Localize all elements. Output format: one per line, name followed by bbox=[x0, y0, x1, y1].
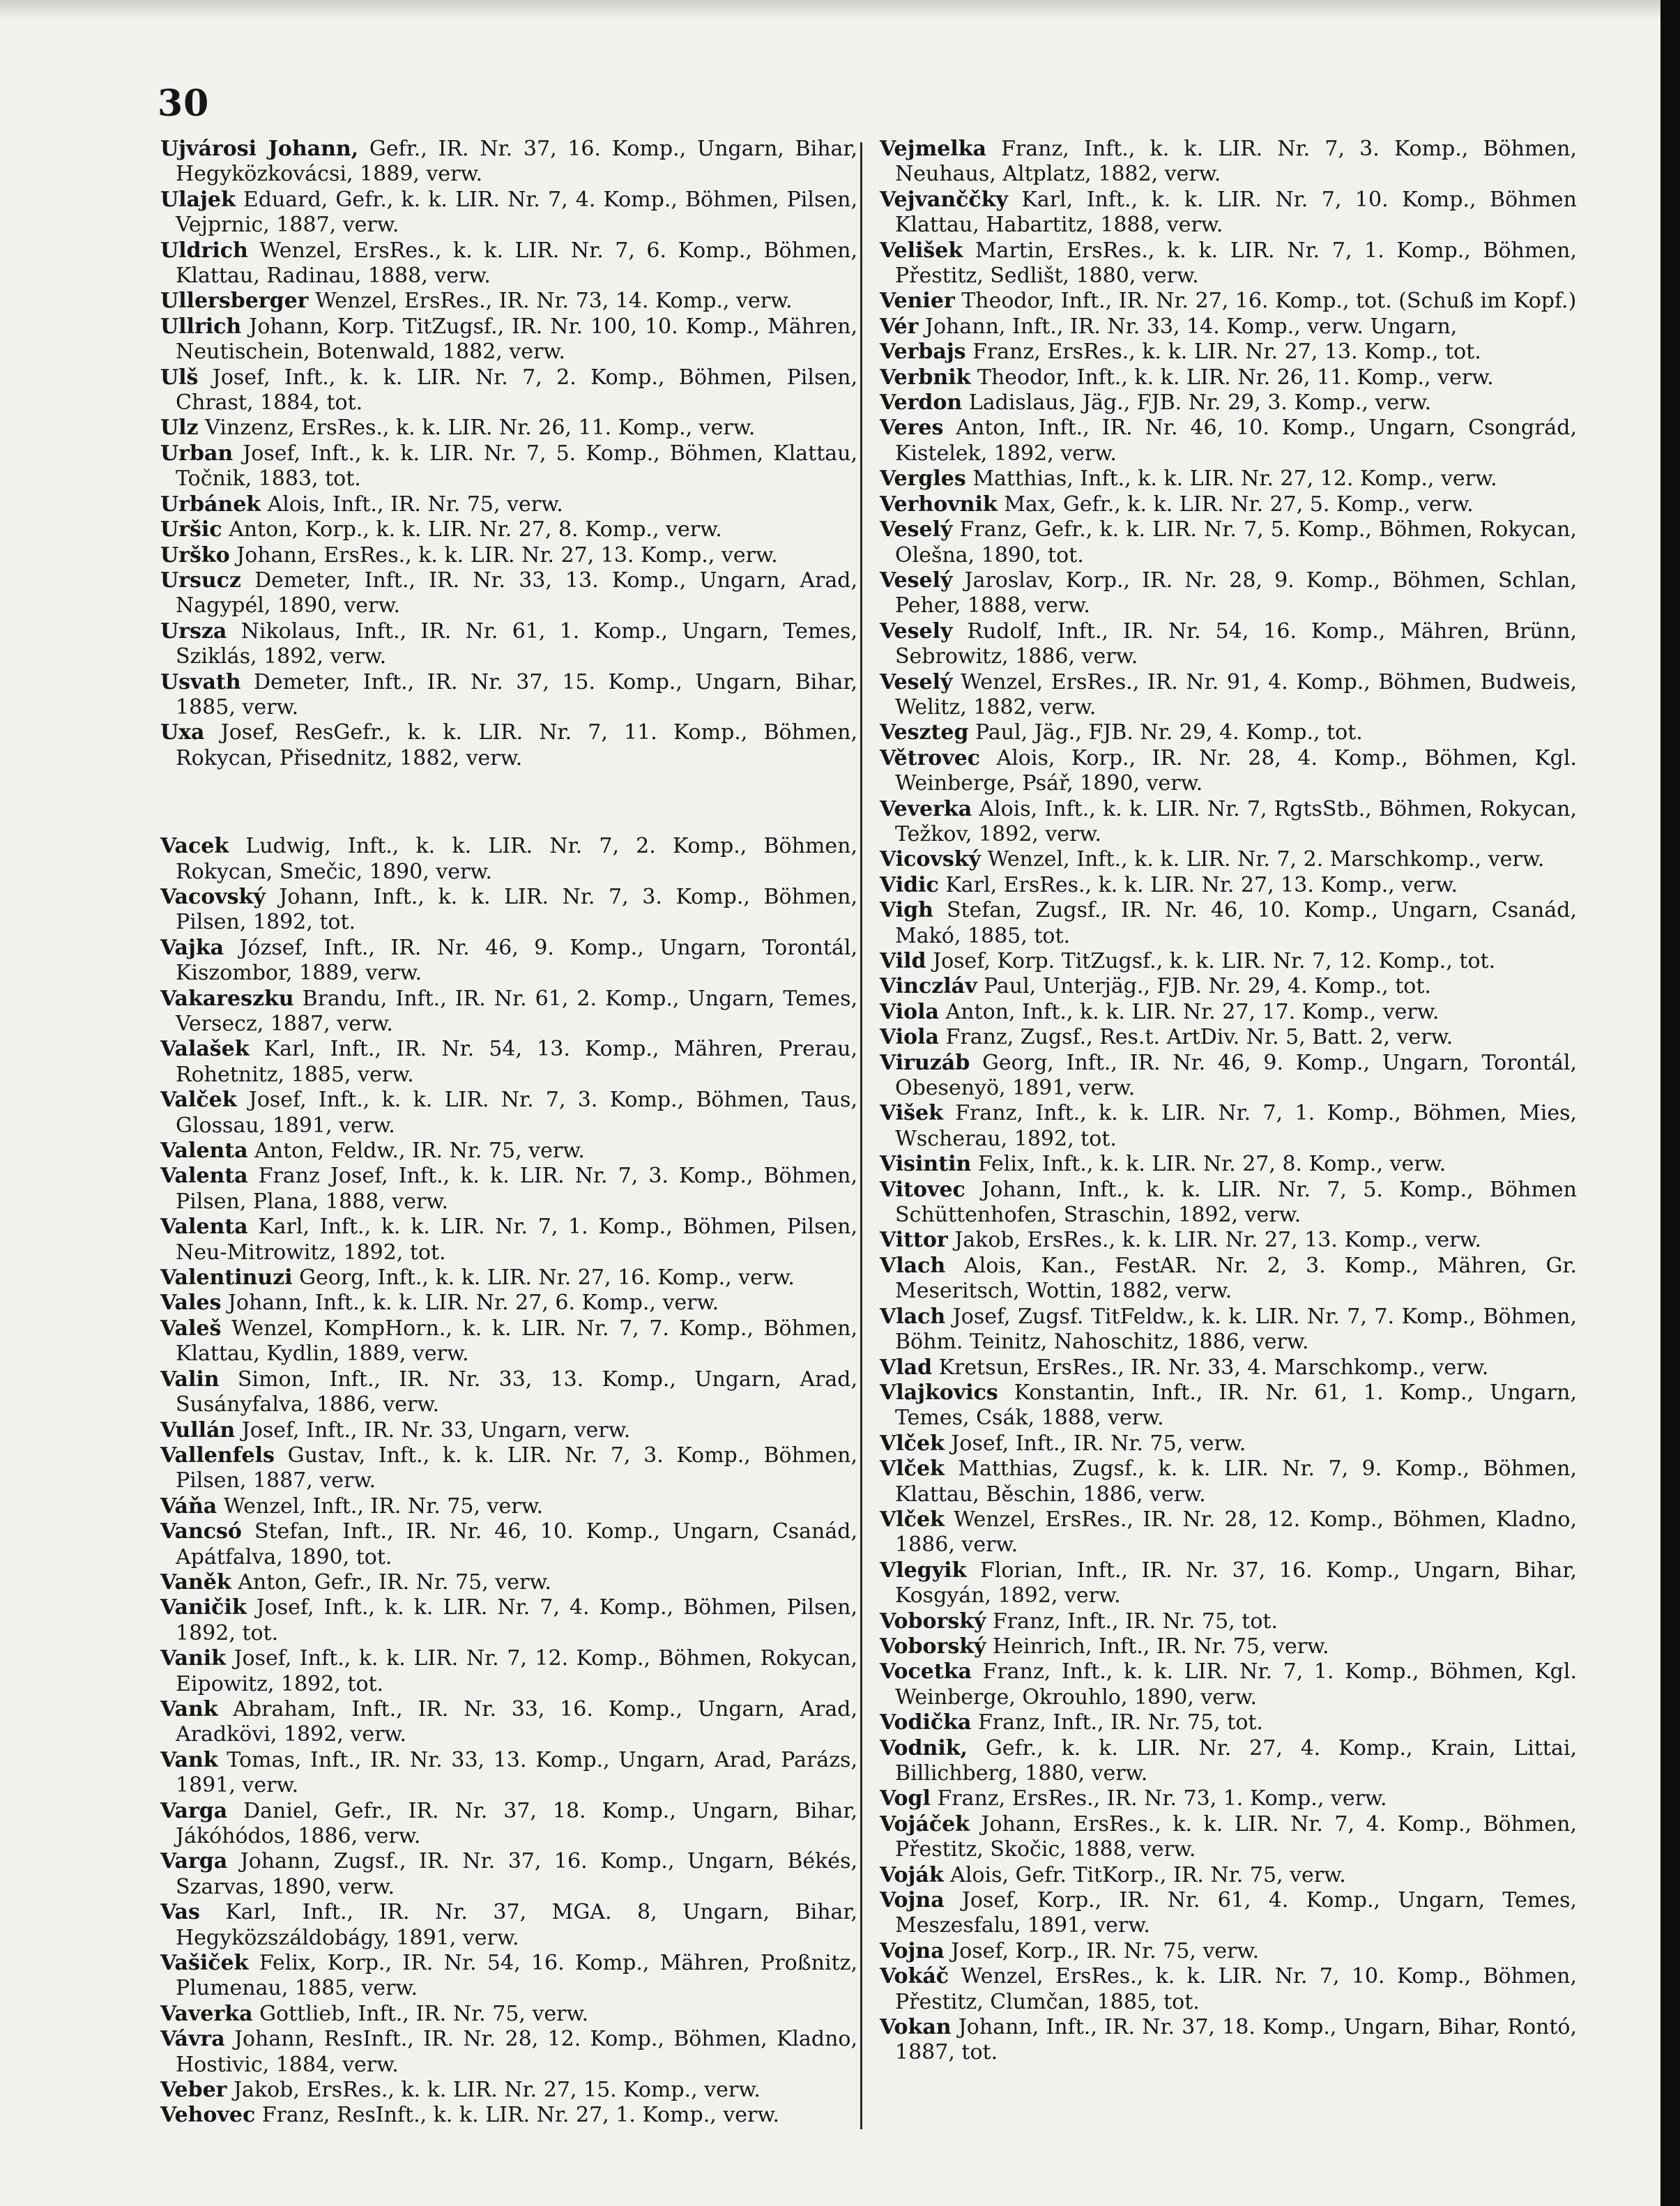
register-entry bbox=[160, 1748, 857, 1799]
entry-details: Brandu, Inft., IR. Nr. 61, 2. Komp., Ungarn, Temes, Versecz, 1887, verw. bbox=[176, 986, 857, 1036]
entry-details: Franz, Inft., IR. Nr. 75, tot. bbox=[977, 1710, 1263, 1735]
entry-details: Johann, Zugsf., IR. Nr. 37, 16. Komp., Ungarn, Békés, Szarvas, 1890, verw. bbox=[176, 1849, 857, 1899]
entry-details: Josef, Inft., k. k. LIR. Nr. 7, 5. Komp., Böhmen, Klattau, Točnik, 1883, tot. bbox=[176, 441, 857, 492]
entry-details: Theodor, Inft., k. k. LIR. Nr. 26, 11. Komp., verw. bbox=[977, 365, 1494, 390]
entry-surname: Usvath bbox=[160, 669, 241, 694]
entry-surname: Urbánek bbox=[160, 492, 261, 517]
register-entry bbox=[880, 720, 1577, 745]
register-entry bbox=[880, 1863, 1577, 1888]
register-entry bbox=[160, 2103, 857, 2128]
entry-details: Gefr., IR. Nr. 37, 16. Komp., Ungarn, Bihar, Hegyközkovácsi, 1889, verw. bbox=[176, 137, 857, 187]
entry-details: Franz, Zugsf., Res.t. ArtDiv. Nr. 5, Batt. 2, verw. bbox=[945, 1025, 1453, 1050]
entry-surname: Vokan bbox=[880, 2015, 952, 2040]
register-entry bbox=[880, 238, 1577, 289]
entry-surname: Vogl bbox=[880, 1786, 931, 1811]
entry-surname: Vlach bbox=[880, 1304, 946, 1329]
entry-details: Simon, Inft., IR. Nr. 33, 13. Komp., Ungarn, Arad, Susányfalva, 1886, verw. bbox=[176, 1367, 857, 1417]
register-entry bbox=[880, 1152, 1577, 1177]
entry-surname: Voborský bbox=[880, 1608, 986, 1634]
register-entry bbox=[160, 834, 857, 885]
entry-surname: Ujvárosi Johann, bbox=[160, 137, 359, 161]
register-entry bbox=[880, 1000, 1577, 1025]
entry-surname: Vild bbox=[880, 949, 926, 973]
entry-details: Josef, Zugsf. TitFeldw., k. k. LIR. Nr. 7, 7. Komp., Böhmen, Böhm. Teinitz, Nahoschitz, 1886, verw. bbox=[895, 1304, 1577, 1355]
entry-surname: Verdon bbox=[880, 390, 963, 416]
register-entry bbox=[880, 797, 1577, 848]
register-entry bbox=[160, 1494, 857, 1519]
register-entry bbox=[160, 568, 857, 619]
entry-details: Jaroslav, Korp., IR. Nr. 28, 9. Komp., Böhmen, Schlan, Peher, 1888, verw. bbox=[895, 568, 1577, 618]
register-entry bbox=[880, 1964, 1577, 2015]
entry-surname: Voborský bbox=[880, 1634, 986, 1659]
entry-surname: Vacovský bbox=[160, 884, 266, 909]
entry-details: Nikolaus, Inft., IR. Nr. 61, 1. Komp., Ungarn, Temes, Sziklás, 1892, verw. bbox=[176, 618, 857, 669]
register-entry bbox=[160, 137, 857, 188]
entry-details: Josef, Korp. TitZugsf., k. k. LIR. Nr. 7, 12. Komp., tot. bbox=[933, 949, 1496, 973]
entry-surname: Vidic bbox=[880, 872, 939, 897]
register-entry bbox=[160, 619, 857, 670]
register-entry bbox=[160, 987, 857, 1037]
entry-details: Alois, Kan., FestAR. Nr. 2, 3. Komp., Mähren, Gr. Meseritsch, Wottin, 1882, verw. bbox=[895, 1253, 1578, 1304]
entry-details: Karl, Inft., IR. Nr. 54, 13. Komp., Mähren, Prerau, Rohetnitz, 1885, verw. bbox=[176, 1037, 857, 1087]
register-entry bbox=[880, 314, 1577, 340]
register-entry bbox=[880, 1178, 1577, 1228]
register-entry bbox=[880, 568, 1577, 619]
entry-details: Wenzel, Inft., k. k. LIR. Nr. 7, 2. Marschkomp., verw. bbox=[987, 847, 1545, 872]
register-entry bbox=[880, 873, 1577, 898]
entry-surname: Veszteg bbox=[880, 720, 969, 745]
entry-details: Georg, Inft., IR. Nr. 46, 9. Komp., Ungarn, Torontál, Obesenyö, 1891, verw. bbox=[895, 1050, 1577, 1101]
entry-surname: Vajka bbox=[160, 935, 224, 960]
entry-details: Johann, ResInft., IR. Nr. 28, 12. Komp., Böhmen, Kladno, Hostivic, 1884, verw. bbox=[176, 2027, 857, 2077]
entry-details: Ladislaus, Jäg., FJB. Nr. 29, 3. Komp., verw. bbox=[968, 390, 1432, 416]
register-entry bbox=[160, 670, 857, 721]
entry-details: Anton, Inft., IR. Nr. 46, 10. Komp., Ungarn, Csongrád, Kistelek, 1892, verw. bbox=[895, 416, 1577, 466]
entry-surname: Vlček bbox=[880, 1431, 945, 1456]
register-entry bbox=[880, 1228, 1577, 1253]
column-divider bbox=[860, 142, 862, 2129]
entry-details: Stefan, Zugsf., IR. Nr. 46, 10. Komp., Ungarn, Csanád, Makó, 1885, tot. bbox=[895, 898, 1577, 948]
register-entry bbox=[160, 1265, 857, 1291]
register-entry bbox=[880, 289, 1577, 314]
entry-surname: Vehovec bbox=[160, 2103, 256, 2128]
entry-details: Josef, Inft., IR. Nr. 33, Ungarn, verw. bbox=[241, 1417, 631, 1443]
entry-surname: Vlach bbox=[880, 1253, 946, 1278]
entry-details: Johann, Inft., IR. Nr. 33, 14. Komp., verw. Ungarn, bbox=[924, 314, 1458, 339]
register-entry bbox=[880, 1558, 1577, 1609]
entry-details: Anton, Inft., k. k. LIR. Nr. 27, 17. Komp., verw. bbox=[945, 999, 1440, 1024]
entry-surname: Vašiček bbox=[160, 1951, 249, 1976]
entry-surname: Vlegyik bbox=[880, 1558, 967, 1583]
entry-surname: Ulz bbox=[160, 416, 199, 441]
entry-details: Anton, Feldw., IR. Nr. 75, verw. bbox=[254, 1139, 585, 1164]
register-entry bbox=[160, 188, 857, 238]
register-entry bbox=[880, 1025, 1577, 1050]
entry-details: Florian, Inft., IR. Nr. 37, 16. Komp., Ungarn, Bihar, Kosgyán, 1892, verw. bbox=[895, 1558, 1577, 1608]
entry-surname: Veber bbox=[160, 2078, 227, 2103]
register-entry bbox=[880, 974, 1577, 999]
register-entry bbox=[880, 746, 1577, 797]
entry-details: Max, Gefr., k. k. LIR. Nr. 27, 5. Komp., verw. bbox=[1004, 492, 1474, 517]
entry-details: Franz, Gefr., k. k. LIR. Nr. 7, 5. Komp., Böhmen, Rokycan, Olešna, 1890, tot. bbox=[895, 517, 1577, 568]
entry-surname: Venier bbox=[880, 289, 955, 314]
register-entry bbox=[880, 1888, 1577, 1939]
entry-surname: Veverka bbox=[880, 796, 972, 821]
entry-surname: Vullán bbox=[160, 1417, 236, 1443]
entry-details: Josef, Inft., k. k. LIR. Nr. 7, 3. Komp., Böhmen, Taus, Glossau, 1891, verw. bbox=[176, 1088, 857, 1138]
entry-surname: Ulajek bbox=[160, 187, 236, 212]
register-entry bbox=[160, 1519, 857, 1570]
entry-details: Daniel, Gefr., IR. Nr. 37, 18. Komp., Ungarn, Bihar, Jákóhódos, 1886, verw. bbox=[176, 1798, 858, 1848]
entry-details: Franz, Inft., k. k. LIR. Nr. 7, 3. Komp., Böhmen, Neuhaus, Altplatz, 1882, verw. bbox=[895, 137, 1577, 187]
entry-details: Johann, Inft., IR. Nr. 37, 18. Komp., Ungarn, Bihar, Rontó, 1887, tot. bbox=[895, 2015, 1577, 2065]
entry-surname: Valeš bbox=[160, 1316, 222, 1341]
register-entry bbox=[880, 340, 1577, 365]
register-entry bbox=[880, 1051, 1577, 1102]
entry-surname: Valašek bbox=[160, 1037, 250, 1062]
entry-surname: Vank bbox=[160, 1696, 218, 1721]
register-entry bbox=[160, 1367, 857, 1418]
entry-surname: Uldrich bbox=[160, 238, 248, 263]
entry-details: Paul, Unterjäg., FJB. Nr. 29, 4. Komp., tot. bbox=[984, 974, 1431, 999]
register-entry bbox=[880, 1710, 1577, 1735]
register-entry bbox=[160, 720, 857, 771]
register-entry bbox=[160, 1037, 857, 1088]
entry-surname: Vlad bbox=[880, 1355, 933, 1380]
register-entry bbox=[160, 1900, 857, 1951]
entry-surname: Vaněk bbox=[160, 1569, 231, 1595]
entry-details: Franz, Inft., k. k. LIR. Nr. 7, 1. Komp., Böhmen, Kgl. Weinberge, Okrouhlo, 1890, verw. bbox=[895, 1659, 1578, 1710]
register-entry bbox=[880, 1507, 1577, 1558]
entry-surname: Veselý bbox=[880, 517, 953, 542]
register-entry bbox=[880, 365, 1577, 390]
entry-surname: Vesely bbox=[880, 618, 953, 644]
page-top-shadow bbox=[0, 0, 1660, 20]
register-entry bbox=[160, 1088, 857, 1139]
register-entry bbox=[160, 1799, 857, 1850]
entry-surname: Vallenfels bbox=[160, 1443, 275, 1468]
register-entry bbox=[880, 670, 1577, 721]
entry-details: Karl, Inft., k. k. LIR. Nr. 7, 1. Komp., Böhmen, Pilsen, Neu-Mitrowitz, 1892, tot. bbox=[176, 1215, 857, 1265]
entry-details: Josef, Korp., IR. Nr. 61, 4. Komp., Ungarn, Temes, Meszesfalu, 1891, verw. bbox=[895, 1888, 1578, 1938]
entry-details: Konstantin, Inft., IR. Nr. 61, 1. Komp., Ungarn, Temes, Csák, 1888, verw. bbox=[895, 1380, 1578, 1431]
register-entry bbox=[880, 1736, 1577, 1787]
entry-details: Johann, Inft., k. k. LIR. Nr. 7, 5. Komp., Böhmen Schüttenhofen, Straschin, 1892, verw. bbox=[895, 1177, 1577, 1228]
register-entry bbox=[160, 2027, 857, 2078]
entry-surname: Velišek bbox=[880, 238, 963, 263]
entry-details: Paul, Jäg., FJB. Nr. 29, 4. Komp., tot. bbox=[975, 720, 1363, 745]
register-entry bbox=[160, 517, 857, 542]
register-entry bbox=[160, 314, 857, 365]
register-entry bbox=[880, 416, 1577, 466]
entry-details: Alois, Gefr. TitKorp., IR. Nr. 75, verw. bbox=[950, 1862, 1346, 1887]
entry-surname: Valenta bbox=[160, 1215, 248, 1240]
entry-details: Anton, Gefr., IR. Nr. 75, verw. bbox=[238, 1569, 551, 1595]
entry-surname: Vas bbox=[160, 1900, 200, 1925]
entry-surname: Vávra bbox=[160, 2027, 225, 2052]
register-entry bbox=[160, 885, 857, 936]
entry-details: Franz, Inft., k. k. LIR. Nr. 7, 1. Komp., Böhmen, Mies, Wscherau, 1892, tot. bbox=[895, 1101, 1577, 1151]
entry-details: Jakob, ErsRes., k. k. LIR. Nr. 27, 15. Komp., verw. bbox=[234, 2078, 761, 2103]
entry-details: Josef, Korp., IR. Nr. 75, verw. bbox=[951, 1938, 1260, 1963]
entry-surname: Vancsó bbox=[160, 1519, 242, 1544]
entry-surname: Valentinuzi bbox=[160, 1265, 293, 1291]
entry-surname: Urško bbox=[160, 542, 230, 568]
register-entry bbox=[160, 1215, 857, 1265]
entry-details: Wenzel, ErsRes., IR. Nr. 28, 12. Komp., Böhmen, Kladno, 1886, verw. bbox=[895, 1507, 1577, 1558]
register-entry bbox=[880, 1812, 1577, 1863]
entry-surname: Uršic bbox=[160, 517, 222, 542]
entry-surname: Verbnik bbox=[880, 365, 971, 390]
entry-details: Johann, ErsRes., k. k. LIR. Nr. 7, 4. Komp., Böhmen, Přestitz, Skočic, 1888, verw. bbox=[895, 1811, 1577, 1862]
entry-details: Alois, Inft., k. k. LIR. Nr. 7, RgtsStb., Böhmen, Rokycan, Težkov, 1892, verw. bbox=[895, 796, 1577, 846]
entry-details: Josef, Inft., k. k. LIR. Nr. 7, 2. Komp., Böhmen, Pilsen, Chrast, 1884, tot. bbox=[176, 365, 857, 416]
entry-details: Wenzel, ErsRes., IR. Nr. 73, 14. Komp., verw. bbox=[315, 289, 793, 314]
register-entry bbox=[880, 492, 1577, 517]
entry-surname: Vicovský bbox=[880, 847, 981, 872]
entry-surname: Ursucz bbox=[160, 568, 241, 593]
entry-details: Wenzel, Inft., IR. Nr. 75, verw. bbox=[223, 1493, 544, 1519]
entry-details: Heinrich, Inft., IR. Nr. 75, verw. bbox=[992, 1634, 1329, 1659]
entry-surname: Vejvanččky bbox=[880, 187, 1008, 212]
entry-details: Johann, Inft., k. k. LIR. Nr. 7, 3. Komp., Böhmen, Pilsen, 1892, tot. bbox=[176, 884, 857, 935]
entry-details: Wenzel, ErsRes., IR. Nr. 91, 4. Komp., Böhmen, Budweis, Welitz, 1882, verw. bbox=[895, 669, 1577, 720]
entry-surname: Višek bbox=[880, 1101, 943, 1126]
entry-surname: Viola bbox=[880, 999, 939, 1024]
entry-details: Franz Josef, Inft., k. k. LIR. Nr. 7, 3. Komp., Böhmen, Pilsen, Plana, 1888, verw. bbox=[176, 1164, 857, 1214]
register-entry bbox=[880, 1101, 1577, 1152]
entry-surname: Vojna bbox=[880, 1938, 945, 1963]
entry-surname: Ullersberger bbox=[160, 289, 309, 314]
entry-details: Abraham, Inft., IR. Nr. 33, 16. Komp., Ungarn, Arad, Aradkövi, 1892, verw. bbox=[176, 1696, 857, 1747]
entry-surname: Valin bbox=[160, 1367, 220, 1392]
register-entry bbox=[880, 847, 1577, 872]
entry-surname: Vojna bbox=[880, 1888, 945, 1913]
entry-surname: Varga bbox=[160, 1798, 228, 1823]
entry-surname: Vanik bbox=[160, 1646, 226, 1671]
register-entry bbox=[160, 1316, 857, 1367]
entry-details: Vinzenz, ErsRes., k. k. LIR. Nr. 26, 11. Komp., verw. bbox=[205, 416, 756, 441]
entry-details: Wenzel, ErsRes., k. k. LIR. Nr. 7, 10. Komp., Böhmen, Přestitz, Clumčan, 1885, tot. bbox=[895, 1964, 1578, 2014]
entry-surname: Verhovnik bbox=[880, 492, 998, 517]
entry-details: Matthias, Zugsf., k. k. LIR. Nr. 7, 9. Komp., Böhmen, Klattau, Běschin, 1886, verw. bbox=[895, 1456, 1577, 1507]
entry-details: Karl, Inft., k. k. LIR. Nr. 7, 10. Komp., Böhmen Klattau, Habartitz, 1888, verw. bbox=[895, 187, 1577, 238]
entry-details: Johann, ErsRes., k. k. LIR. Nr. 27, 13. Komp., verw. bbox=[236, 542, 778, 568]
entry-details: Felix, Korp., IR. Nr. 54, 16. Komp., Mähren, Proßnitz, Plumenau, 1885, verw. bbox=[176, 1951, 857, 2001]
entry-surname: Viruzáb bbox=[880, 1050, 970, 1075]
entry-details: Tomas, Inft., IR. Nr. 33, 13. Komp., Ungarn, Arad, Parázs, 1891, verw. bbox=[176, 1747, 857, 1798]
entry-surname: Vank bbox=[160, 1747, 218, 1772]
entry-details: Ludwig, Inft., k. k. LIR. Nr. 7, 2. Komp., Böhmen, Rokycan, Smečic, 1890, verw. bbox=[176, 834, 857, 884]
register-entry bbox=[160, 1570, 857, 1595]
register-entry bbox=[880, 1355, 1577, 1380]
entry-details: Georg, Inft., k. k. LIR. Nr. 27, 16. Komp., verw. bbox=[299, 1265, 795, 1291]
entry-details: Theodor, Inft., IR. Nr. 27, 16. Komp., tot. (Schuß im Kopf.) bbox=[961, 289, 1577, 314]
entry-surname: Veselý bbox=[880, 669, 953, 694]
entry-surname: Větrovec bbox=[880, 745, 981, 770]
register-entry bbox=[160, 289, 857, 314]
entry-surname: Vlajkovics bbox=[880, 1380, 998, 1405]
entry-surname: Vinczláv bbox=[880, 974, 977, 999]
register-entry bbox=[160, 416, 857, 441]
entry-details: Demeter, Inft., IR. Nr. 37, 15. Komp., Ungarn, Bihar, 1885, verw. bbox=[176, 669, 857, 720]
register-entry bbox=[160, 1849, 857, 1900]
entry-surname: Valenta bbox=[160, 1164, 248, 1189]
register-entry bbox=[160, 492, 857, 517]
entry-surname: Vittor bbox=[880, 1228, 948, 1253]
entry-details: Eduard, Gefr., k. k. LIR. Nr. 7, 4. Komp., Böhmen, Pilsen, Vejprnic, 1887, verw. bbox=[176, 187, 857, 238]
entry-details: Kretsun, ErsRes., IR. Nr. 33, 4. Marschkomp., verw. bbox=[938, 1355, 1489, 1380]
register-entry bbox=[160, 2078, 857, 2103]
register-entry bbox=[880, 1634, 1577, 1659]
entry-surname: Ulš bbox=[160, 365, 199, 390]
register-entry bbox=[880, 898, 1577, 949]
entry-details: Franz, Inft., IR. Nr. 75, tot. bbox=[992, 1608, 1278, 1634]
register-entry bbox=[880, 1456, 1577, 1507]
entry-surname: Valček bbox=[160, 1088, 237, 1113]
entry-details: Martin, ErsRes., k. k. LIR. Nr. 7, 1. Komp., Böhmen, Přestitz, Sedlišt, 1880, verw. bbox=[895, 238, 1577, 289]
entry-surname: Vergles bbox=[880, 466, 966, 492]
register-entry bbox=[160, 365, 857, 416]
entry-surname: Verbajs bbox=[880, 340, 966, 365]
entry-details: Alois, Inft., IR. Nr. 75, verw. bbox=[267, 492, 563, 517]
register-entry bbox=[880, 390, 1577, 416]
entry-surname: Vales bbox=[160, 1291, 222, 1316]
register-entry bbox=[160, 1443, 857, 1494]
entry-details: Franz, ErsRes., k. k. LIR. Nr. 27, 13. Komp., tot. bbox=[972, 340, 1481, 365]
entry-surname: Vaničik bbox=[160, 1595, 247, 1620]
right-column bbox=[880, 137, 1577, 2066]
entry-details: Gefr., k. k. LIR. Nr. 27, 4. Komp., Krain, Littai, Billichberg, 1880, verw. bbox=[895, 1735, 1577, 1786]
register-entry bbox=[160, 1418, 857, 1443]
entry-details: Jakob, ErsRes., k. k. LIR. Nr. 27, 13. Komp., verw. bbox=[954, 1228, 1482, 1253]
entry-details: Franz, ErsRes., IR. Nr. 73, 1. Komp., verw. bbox=[937, 1786, 1387, 1811]
register-entry bbox=[880, 1786, 1577, 1811]
entry-details: Wenzel, KompHorn., k. k. LIR. Nr. 7, 7. Komp., Böhmen, Klattau, Kydlin, 1889, verw. bbox=[176, 1316, 857, 1367]
entry-surname: Vodička bbox=[880, 1710, 972, 1735]
entry-surname: Voják bbox=[880, 1862, 944, 1887]
entry-surname: Vaverka bbox=[160, 2001, 253, 2026]
entry-details: Demeter, Inft., IR. Nr. 33, 13. Komp., Ungarn, Arad, Nagypél, 1890, verw. bbox=[176, 568, 857, 618]
entry-surname: Vakareszku bbox=[160, 986, 294, 1011]
register-entry bbox=[160, 1697, 857, 1748]
left-column bbox=[160, 137, 857, 2129]
register-entry bbox=[160, 1139, 857, 1164]
entry-surname: Vacek bbox=[160, 834, 229, 859]
register-entry bbox=[880, 619, 1577, 670]
entry-details: Johann, Korp. TitZugsf., IR. Nr. 100, 10. Komp., Mähren, Neutischein, Botenwald, 1882, verw. bbox=[176, 314, 857, 365]
entry-surname: Vodnik, bbox=[880, 1735, 968, 1760]
entry-surname: Viola bbox=[880, 1025, 939, 1050]
entry-details: Alois, Korp., IR. Nr. 28, 4. Komp., Böhmen, Kgl. Weinberge, Psář, 1890, verw. bbox=[895, 745, 1577, 796]
register-entry bbox=[160, 1291, 857, 1316]
entry-surname: Vojáček bbox=[880, 1811, 970, 1836]
entry-details: Karl, ErsRes., k. k. LIR. Nr. 27, 13. Komp., verw. bbox=[945, 872, 1458, 897]
register-entry bbox=[160, 1595, 857, 1646]
entry-surname: Vitovec bbox=[880, 1177, 965, 1202]
entry-surname: Varga bbox=[160, 1849, 228, 1874]
register-entry bbox=[160, 238, 857, 289]
entry-surname: Urban bbox=[160, 441, 234, 466]
register-entry bbox=[880, 2015, 1577, 2066]
entry-surname: Vér bbox=[880, 314, 919, 339]
section-gap bbox=[160, 771, 857, 834]
page-edge bbox=[1660, 0, 1680, 2206]
entry-surname: Visintin bbox=[880, 1152, 972, 1177]
register-entry bbox=[160, 936, 857, 987]
entry-details: Franz, ResInft., k. k. LIR. Nr. 27, 1. Komp., verw. bbox=[261, 2103, 780, 2128]
entry-details: Rudolf, Inft., IR. Nr. 54, 16. Komp., Mähren, Brünn, Sebrowitz, 1886, verw. bbox=[895, 618, 1577, 669]
entry-surname: Ursza bbox=[160, 618, 227, 644]
entry-details: Matthias, Inft., k. k. LIR. Nr. 27, 12. Komp., verw. bbox=[972, 466, 1497, 492]
entry-details: Josef, Inft., k. k. LIR. Nr. 7, 12. Komp., Böhmen, Rokycan, Eipowitz, 1892, tot. bbox=[176, 1646, 857, 1696]
register-entry bbox=[160, 2002, 857, 2027]
entry-details: Felix, Inft., k. k. LIR. Nr. 27, 8. Komp., verw. bbox=[977, 1152, 1446, 1177]
register-entry bbox=[160, 1164, 857, 1215]
entry-surname: Vlček bbox=[880, 1456, 945, 1482]
entry-surname: Vigh bbox=[880, 898, 933, 923]
entry-surname: Vejmelka bbox=[880, 137, 986, 161]
entry-details: Karl, Inft., IR. Nr. 37, MGA. 8, Ungarn, Bihar, Hegyközszáldobágy, 1891, verw. bbox=[176, 1900, 857, 1950]
register-entry bbox=[880, 1609, 1577, 1634]
entry-surname: Vocetka bbox=[880, 1659, 972, 1684]
entry-surname: Váňa bbox=[160, 1493, 217, 1519]
register-entry bbox=[880, 1659, 1577, 1710]
register-entry bbox=[880, 517, 1577, 568]
entry-surname: Veselý bbox=[880, 568, 953, 593]
register-entry bbox=[880, 1431, 1577, 1456]
entry-details: József, Inft., IR. Nr. 46, 9. Komp., Ungarn, Torontál, Kiszombor, 1889, verw. bbox=[176, 935, 857, 986]
entry-surname: Vlček bbox=[880, 1507, 945, 1532]
entry-details: Gottlieb, Inft., IR. Nr. 75, verw. bbox=[259, 2001, 589, 2026]
register-entry bbox=[160, 543, 857, 568]
register-entry bbox=[880, 188, 1577, 238]
entry-surname: Uxa bbox=[160, 720, 205, 745]
register-entry bbox=[880, 949, 1577, 974]
register-entry bbox=[880, 1939, 1577, 1964]
register-entry bbox=[160, 441, 857, 492]
register-entry bbox=[880, 1254, 1577, 1304]
entry-surname: Valenta bbox=[160, 1139, 248, 1164]
entry-details: Josef, ResGefr., k. k. LIR. Nr. 7, 11. Komp., Böhmen, Rokycan, Přisednitz, 1882, verw. bbox=[176, 720, 857, 770]
entry-surname: Vokáč bbox=[880, 1964, 949, 1989]
entry-surname: Ullrich bbox=[160, 314, 242, 339]
register-entry bbox=[880, 1380, 1577, 1431]
entry-details: Johann, Inft., k. k. LIR. Nr. 27, 6. Komp., verw. bbox=[227, 1291, 719, 1316]
register-entry bbox=[880, 1304, 1577, 1355]
register-entry bbox=[160, 1951, 857, 2002]
register-entry bbox=[880, 466, 1577, 492]
register-entry bbox=[160, 1646, 857, 1697]
entry-details: Josef, Inft., k. k. LIR. Nr. 7, 4. Komp., Böhmen, Pilsen, 1892, tot. bbox=[176, 1595, 857, 1645]
entry-details: Wenzel, ErsRes., k. k. LIR. Nr. 7, 6. Komp., Böhmen, Klattau, Radinau, 1888, verw. bbox=[176, 238, 857, 289]
entry-details: Stefan, Inft., IR. Nr. 46, 10. Komp., Ungarn, Csanád, Apátfalva, 1890, tot. bbox=[176, 1519, 858, 1569]
entry-surname: Veres bbox=[880, 416, 944, 441]
entry-details: Anton, Korp., k. k. LIR. Nr. 27, 8. Komp., verw. bbox=[229, 517, 722, 542]
entry-details: Josef, Inft., IR. Nr. 75, verw. bbox=[951, 1431, 1246, 1456]
register-entry bbox=[880, 137, 1577, 188]
entry-details: Gustav, Inft., k. k. LIR. Nr. 7, 3. Komp., Böhmen, Pilsen, 1887, verw. bbox=[176, 1443, 857, 1493]
page-number: 30 bbox=[158, 82, 210, 125]
